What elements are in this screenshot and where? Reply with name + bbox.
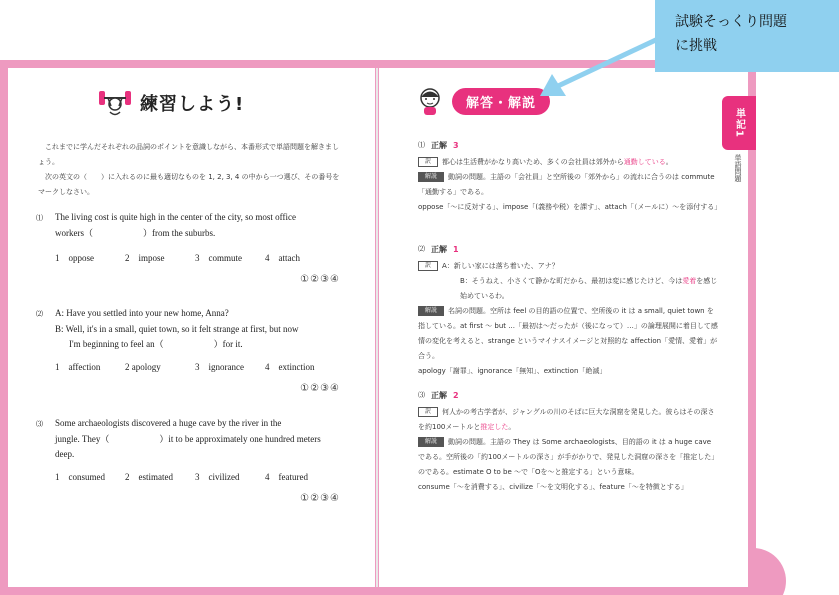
option-2[interactable]: 2 estimated [125, 472, 173, 482]
translation-tag: 訳 [418, 157, 438, 167]
correct-label: 正解 [431, 141, 447, 150]
correct-value: 3 [453, 141, 459, 150]
question-3 [36, 416, 340, 506]
explanation-text: 動詞の問題。主語の They は Some archaeologists、目的語の it は a huge cave である。空所後の「約100メートルの深さ」が手がかりで、発見した洞窟の深さを「推定した」のである。estimate O to be ～で「Oを～と推定する」という意味。 [418, 438, 715, 476]
question-text: B: Well, it's in a small, quiet town, so it felt strange at first, but now [55, 324, 299, 334]
answer-marks[interactable]: ①②③④ [300, 493, 340, 504]
translation-highlight: 愛着 [682, 277, 697, 285]
explanation-tag: 解説 [418, 437, 444, 447]
option-2[interactable]: 2 apology [125, 362, 161, 372]
question-number: ⑵ [36, 310, 43, 318]
callout-box [655, 0, 839, 72]
option-4[interactable]: 4 featured [265, 472, 308, 482]
question-text: The living cost is quite high in the center of the city, so most office [55, 212, 296, 222]
question-text: A: Have you settled into your new home, Anna? [55, 308, 229, 318]
option-1[interactable]: 1 consumed [55, 472, 105, 482]
translation-text: 。 [665, 158, 673, 166]
translation-tag: 訳 [418, 407, 438, 417]
question-number: ⑴ [36, 214, 43, 222]
translation-text: B：そうねえ、小さくて静かな町だから、最初は変に感じたけど、今は [460, 277, 683, 285]
page-number-right: 035 [722, 572, 740, 582]
option-3[interactable]: 3 ignorance [195, 362, 244, 372]
question-text: deep. [55, 449, 75, 459]
left-header [98, 88, 244, 118]
right-header [416, 86, 550, 116]
chapter-tab[interactable] [722, 96, 756, 150]
option-3[interactable]: 3 civilized [195, 472, 240, 482]
option-3[interactable]: 3 commute [195, 253, 242, 263]
answer-number: ⑴ [418, 141, 425, 149]
translation-highlight: 通勤している [623, 158, 666, 166]
translation-text: を感じ始めているわ。 [460, 277, 718, 300]
option-4[interactable]: 4 attach [265, 253, 300, 263]
answer-2 [418, 242, 718, 379]
option-1[interactable]: 1 oppose [55, 253, 94, 263]
question-text: I'm beginning to feel an（ [69, 339, 164, 349]
translation-text: 。 [508, 423, 516, 431]
callout-text: に挑戦 [675, 38, 717, 54]
option-1[interactable]: 1 affection [55, 362, 101, 372]
correct-label: 正解 [431, 391, 447, 400]
instruction-text: これまでに学んだそれぞれの品詞のポイントを意識しながら、本番形式で単語問題を解きましょう。 [38, 143, 339, 166]
callout-text: 試験そっくり問題 [675, 14, 787, 30]
question-text: jungle. They（ [55, 434, 110, 444]
answer-3 [418, 388, 718, 495]
translation-highlight: 推定した [480, 423, 509, 431]
answer-number: ⑵ [418, 245, 425, 253]
answer-1 [418, 138, 722, 215]
chapter-tab-subtitle: 単語問題 [734, 154, 742, 182]
left-title: 練習しよう! [140, 94, 245, 115]
question-text: workers（ [55, 228, 93, 238]
book-spine [376, 68, 378, 587]
correct-value: 2 [453, 391, 459, 400]
translation-text: 都心は生活費がかなり高いため、多くの会社員は郊外から [442, 158, 624, 166]
explanation-tag: 解説 [418, 306, 444, 316]
correct-label: 正解 [431, 245, 447, 254]
question-text: ）for it. [213, 339, 243, 349]
chapter-tab-label: 単記1 [733, 108, 745, 138]
translation-text: A：新しい家には落ち着いた、アナ？ [442, 262, 559, 270]
question-text: ）from the suburbs. [143, 228, 216, 238]
explanation-tag: 解説 [418, 172, 444, 182]
instructions [38, 140, 344, 200]
question-2 [36, 306, 340, 396]
option-4[interactable]: 4 extinction [265, 362, 315, 372]
question-text: ）it to be approximately one hundred meters [159, 434, 321, 444]
explanation-text: apology「謝罪」、ignorance「無知」、extinction「絶滅」 [418, 367, 607, 375]
instruction-text: 次の英文の（ ）に入れるのに最も適切なものを 1, 2, 3, 4 の中から一つ選び、その番号をマークしなさい。 [38, 173, 340, 196]
right-title: 解答・解説 [452, 88, 550, 115]
weightlifter-icon [98, 88, 132, 118]
girl-character-icon [416, 86, 444, 116]
question-text: Some archaeologists discovered a huge cave by the river in the [55, 418, 282, 428]
explanation-text: 動詞の問題。主語の「会社員」と空所後の「郊外から」の流れに合うのは commute「通勤する」である。 [418, 173, 715, 196]
question-number: ⑶ [36, 420, 43, 428]
explanation-text: 名詞の問題。空所は feel の目的語の位置で、空所後の it は a small, quiet town を指している。at first ～ but ...「最初は～だったが（後になって）…」の論理展開に着目して感情の変化を考えると、strange というマイナスイメージと対照的な affection「愛情、愛着」が合う。 [418, 307, 718, 360]
question-1 [36, 210, 340, 287]
option-2[interactable]: 2 impose [125, 253, 165, 263]
answer-marks[interactable]: ①②③④ [300, 274, 340, 285]
explanation-text: oppose「～に反対する」、impose「(義務や税）を課す」、attach「（メールに）～を添付する」 [418, 203, 722, 211]
answer-marks[interactable]: ①②③④ [300, 383, 340, 394]
answer-number: ⑶ [418, 391, 425, 399]
translation-text: 何人かの考古学者が、ジャングルの川のそばに巨大な洞窟を発見した。彼らはその深さを約100メートルと [418, 408, 715, 431]
page-number-left: 034 [14, 572, 32, 582]
correct-value: 1 [453, 245, 459, 254]
translation-tag: 訳 [418, 261, 438, 271]
explanation-text: consume「～を消費する」、civilize「～を文明化する」、feature「～を特徴とする」 [418, 483, 688, 491]
